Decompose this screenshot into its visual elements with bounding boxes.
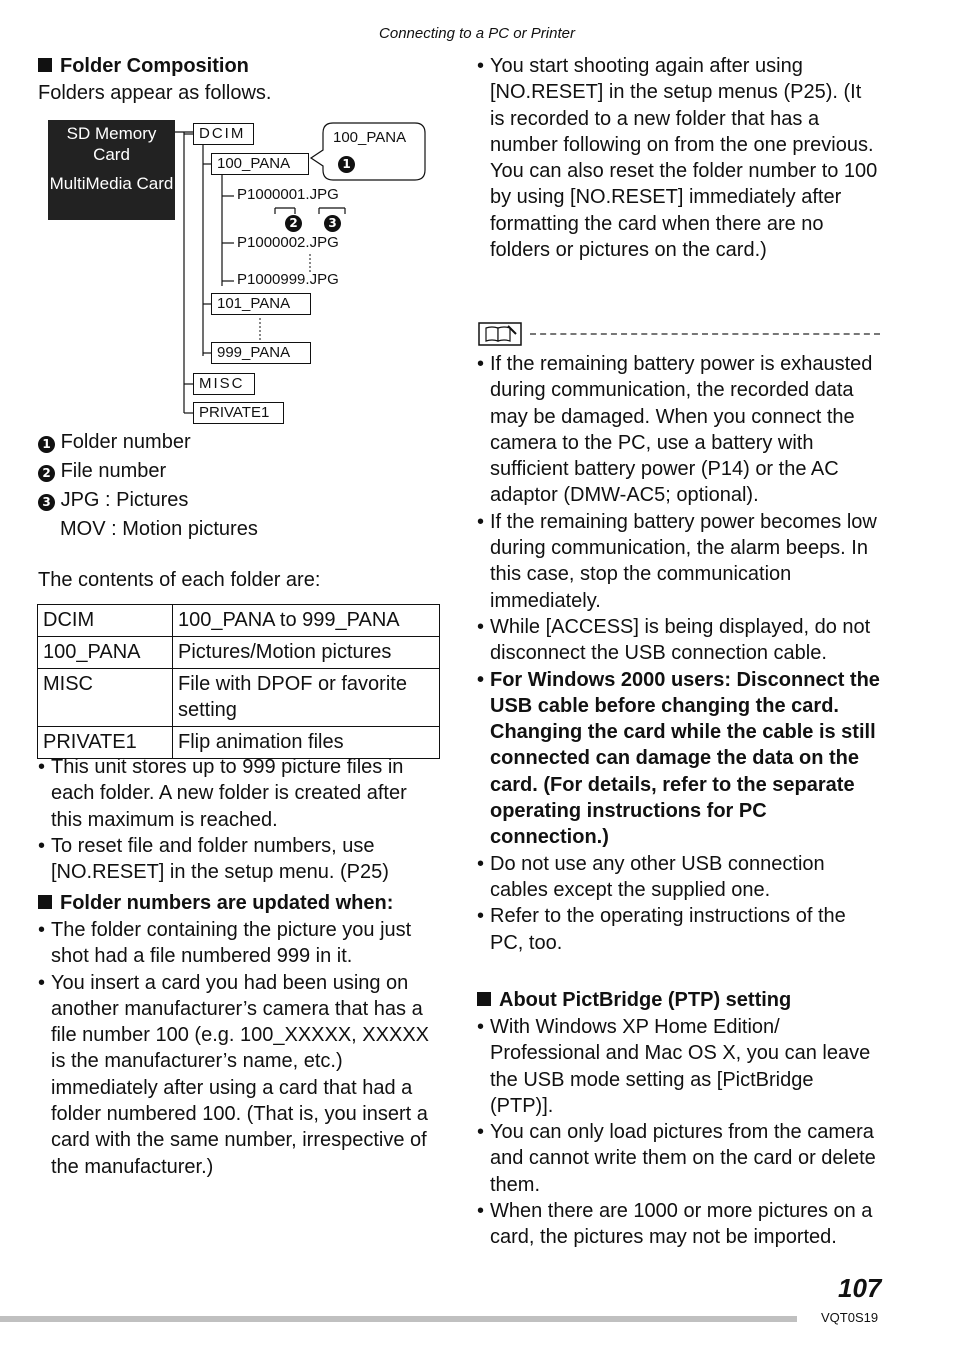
square-bullet-icon xyxy=(38,58,52,72)
footer-bar xyxy=(0,1316,797,1322)
folder-composition-heading: Folder Composition xyxy=(38,53,249,79)
table-cell-content: Pictures/Motion pictures xyxy=(173,637,440,669)
folder-notes-list xyxy=(38,754,440,885)
misc-folder: MISC xyxy=(193,373,255,395)
pictbridge-list xyxy=(477,1014,881,1251)
legend-marker-icon: 1 xyxy=(38,436,55,453)
legend-marker-icon: 2 xyxy=(38,465,55,482)
list-item: • Refer to the operating instructions of the PC, too. xyxy=(477,903,881,956)
file-p1000999: P1000999.JPG xyxy=(237,271,339,288)
file-p1000002: P1000002.JPG xyxy=(237,234,339,251)
square-bullet-icon xyxy=(38,895,52,909)
legend-item: 2 File number xyxy=(38,457,258,486)
pana-100-folder: 100_PANA xyxy=(211,153,309,175)
sd-memory-card-label: SD Memory Card xyxy=(66,124,157,164)
pictbridge-heading: About PictBridge (PTP) setting xyxy=(477,987,791,1013)
list-item: • To reset file and folder numbers, use [NO.RESET] in the setup menu. (P25) xyxy=(38,833,440,886)
table-cell-folder: DCIM xyxy=(38,605,173,637)
folders-intro: Folders appear as follows. xyxy=(38,82,272,104)
list-item: • When there are 1000 or more pictures on a card, the pictures may not be imported. xyxy=(477,1198,881,1251)
list-item: • If the remaining battery power becomes low during communication, the alarm beeps. In this case, stop the communication immediately. xyxy=(477,509,881,614)
list-item-warning: • For Windows 2000 users: Disconnect the USB cable before changing the card. Changing the card while the cable is still connected can damage the data on the card. (For details, refer to the separate operating instructions for PC connection.) xyxy=(477,667,881,851)
table-cell-content: 100_PANA to 999_PANA xyxy=(173,605,440,637)
square-bullet-icon xyxy=(477,992,491,1006)
note-book-icon xyxy=(478,322,522,346)
legend-item-extra: MOV : Motion pictures xyxy=(60,518,258,540)
page-number: 107 xyxy=(838,1273,882,1303)
private1-folder: PRIVATE1 xyxy=(193,402,284,424)
list-item: • If the remaining battery power is exhausted during communication, the recorded data may be damaged. When you connect the camera to the PC, use a battery with sufficient battery power (P14) or the AC adaptor (DMW-AC5; optional). xyxy=(477,351,881,509)
callout-folder-label: 100_PANA xyxy=(333,129,407,146)
list-item: • This unit stores up to 999 picture files in each folder. A new folder is created after this maximum is reached. xyxy=(38,754,440,833)
table-row xyxy=(38,669,440,727)
memory-card-box xyxy=(48,120,175,220)
pana-999-folder: 999_PANA xyxy=(211,342,311,364)
table-cell-folder: 100_PANA xyxy=(38,637,173,669)
list-item: • You can only load pictures from the camera and cannot write them on the card or delete them. xyxy=(477,1119,881,1198)
table-cell-content: Flip animation files xyxy=(173,727,440,759)
document-code: VQT0S19 xyxy=(821,1310,879,1325)
folder-contents-table xyxy=(37,604,440,759)
legend-item: 1 Folder number xyxy=(38,428,258,457)
table-row xyxy=(38,605,440,637)
table-cell-folder: MISC xyxy=(38,669,173,727)
list-item: • You insert a card you had been using on another manufacturer’s camera that has a file number 100 (e.g. 100_XXXXX, XXXXX is the manufacturer’s name, etc.) immediately after using a card that had a folder numbered 100. (That is, you insert a card with the same number, irrespective of the manufacturer.) xyxy=(38,970,440,1180)
list-item: • The folder containing the picture you just shot had a file numbered 999 in it. xyxy=(38,917,440,970)
marker-2-icon: 2 xyxy=(285,214,302,232)
pana-101-folder: 101_PANA xyxy=(211,293,311,315)
note-divider xyxy=(530,333,880,335)
folder-update-list xyxy=(38,917,440,1180)
legend-item: 3 JPG : Pictures xyxy=(38,486,258,515)
contents-intro: The contents of each folder are: xyxy=(38,569,321,591)
file-p1000001: P1000001.JPG xyxy=(237,186,339,203)
list-item: • With Windows XP Home Edition/ Professional and Mac OS X, you can leave the USB mode setting as [PictBridge (PTP)]. xyxy=(477,1014,881,1119)
multimedia-card-label: MultiMedia Card xyxy=(49,174,174,193)
marker-1-icon: 1 xyxy=(338,155,355,173)
table-cell-content: File with DPOF or favorite setting xyxy=(173,669,440,727)
table-row xyxy=(38,637,440,669)
table-cell-folder: PRIVATE1 xyxy=(38,727,173,759)
folder-tree-diagram xyxy=(38,118,438,430)
list-item: • You start shooting again after using [NO.RESET] in the setup menus (P25). (It is recorded to a new folder that has a number following on from the one previous. You can also reset the folder number to 100 by using [NO.RESET] immediately after formatting the card when there are no folders or pictures on the card.) xyxy=(477,53,881,263)
list-item: • While [ACCESS] is being displayed, do not disconnect the USB connection cable. xyxy=(477,614,881,667)
dcim-folder: DCIM xyxy=(193,123,254,145)
note-list xyxy=(477,351,881,956)
legend-marker-icon: 3 xyxy=(38,494,55,511)
diagram-legend xyxy=(38,428,258,544)
folder-update-heading: Folder numbers are updated when: xyxy=(38,890,393,916)
folder-update-list-continued xyxy=(477,53,881,263)
list-item: • Do not use any other USB connection cables except the supplied one. xyxy=(477,851,881,904)
marker-3-icon: 3 xyxy=(324,214,341,232)
page-header: Connecting to a PC or Printer xyxy=(379,25,575,42)
